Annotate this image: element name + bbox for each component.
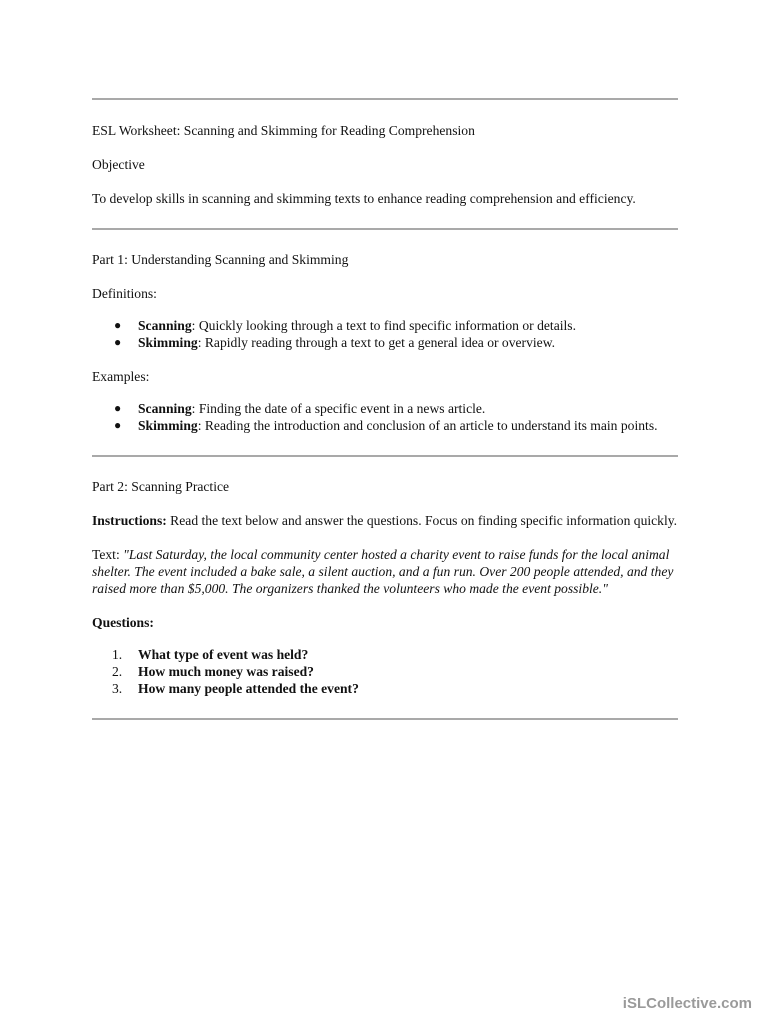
definitions-list [92, 317, 678, 351]
objective-text: To develop skills in scanning and skimming texts to enhance reading comprehension and efficiency. [92, 191, 636, 206]
definitions-heading: Definitions: [92, 286, 157, 301]
definition-text: : Rapidly reading through a text to get a general idea or overview. [197, 335, 556, 350]
worksheet-page [92, 98, 678, 720]
questions-list [92, 646, 678, 697]
divider [92, 98, 678, 100]
list-item [92, 317, 678, 334]
list-item [92, 400, 678, 417]
example-text: : Reading the introduction and conclusion of an article to understand its main points. [197, 418, 658, 433]
instructions-label: Instructions: [92, 513, 167, 528]
part1-heading: Part 1: Understanding Scanning and Skimming [92, 252, 349, 267]
worksheet-title: ESL Worksheet: Scanning and Skimming for Reading Comprehension [92, 123, 475, 138]
question-number: 3. [112, 681, 123, 696]
question-number: 2. [112, 664, 123, 679]
list-item [92, 663, 678, 680]
list-item [92, 646, 678, 663]
question-text: How much money was raised? [138, 664, 314, 679]
objective-heading: Objective [92, 157, 145, 172]
list-item [92, 680, 678, 697]
definition-term: Skimming [138, 335, 198, 350]
watermark: iSLCollective.com [622, 995, 752, 1012]
divider [92, 455, 678, 457]
bullet-icon: ● [114, 318, 122, 332]
definition-term: Scanning [138, 318, 192, 333]
bullet-icon: ● [114, 401, 122, 415]
list-item [92, 417, 678, 434]
passage-text: "Last Saturday, the local community center hosted a charity event to raise funds for the local animal shelter. The event included a bake sale, a silent auction, and a fun run. Over 200 people attended, and they raised more than $5,000. The organizers thanked the volunteers who made the event possible." [92, 547, 674, 596]
passage [92, 546, 678, 597]
questions-heading-label: Questions: [92, 615, 154, 630]
examples-list [92, 400, 678, 434]
list-item [92, 334, 678, 351]
questions-heading [92, 614, 678, 631]
question-text: How many people attended the event? [138, 681, 359, 696]
passage-label: Text: [92, 547, 124, 562]
example-term: Skimming [138, 418, 198, 433]
instructions [92, 512, 678, 529]
instructions-text: Read the text below and answer the questions. Focus on finding specific information quickly. [166, 513, 678, 528]
divider [92, 228, 678, 230]
definition-text: : Quickly looking through a text to find specific information or details. [191, 318, 576, 333]
question-number: 1. [112, 647, 123, 662]
part2-heading: Part 2: Scanning Practice [92, 479, 230, 494]
example-term: Scanning [138, 401, 192, 416]
example-text: : Finding the date of a specific event in a news article. [191, 401, 486, 416]
question-text: What type of event was held? [138, 647, 309, 662]
bullet-icon: ● [114, 335, 122, 349]
bullet-icon: ● [114, 418, 122, 432]
divider [92, 718, 678, 720]
examples-heading: Examples: [92, 369, 150, 384]
